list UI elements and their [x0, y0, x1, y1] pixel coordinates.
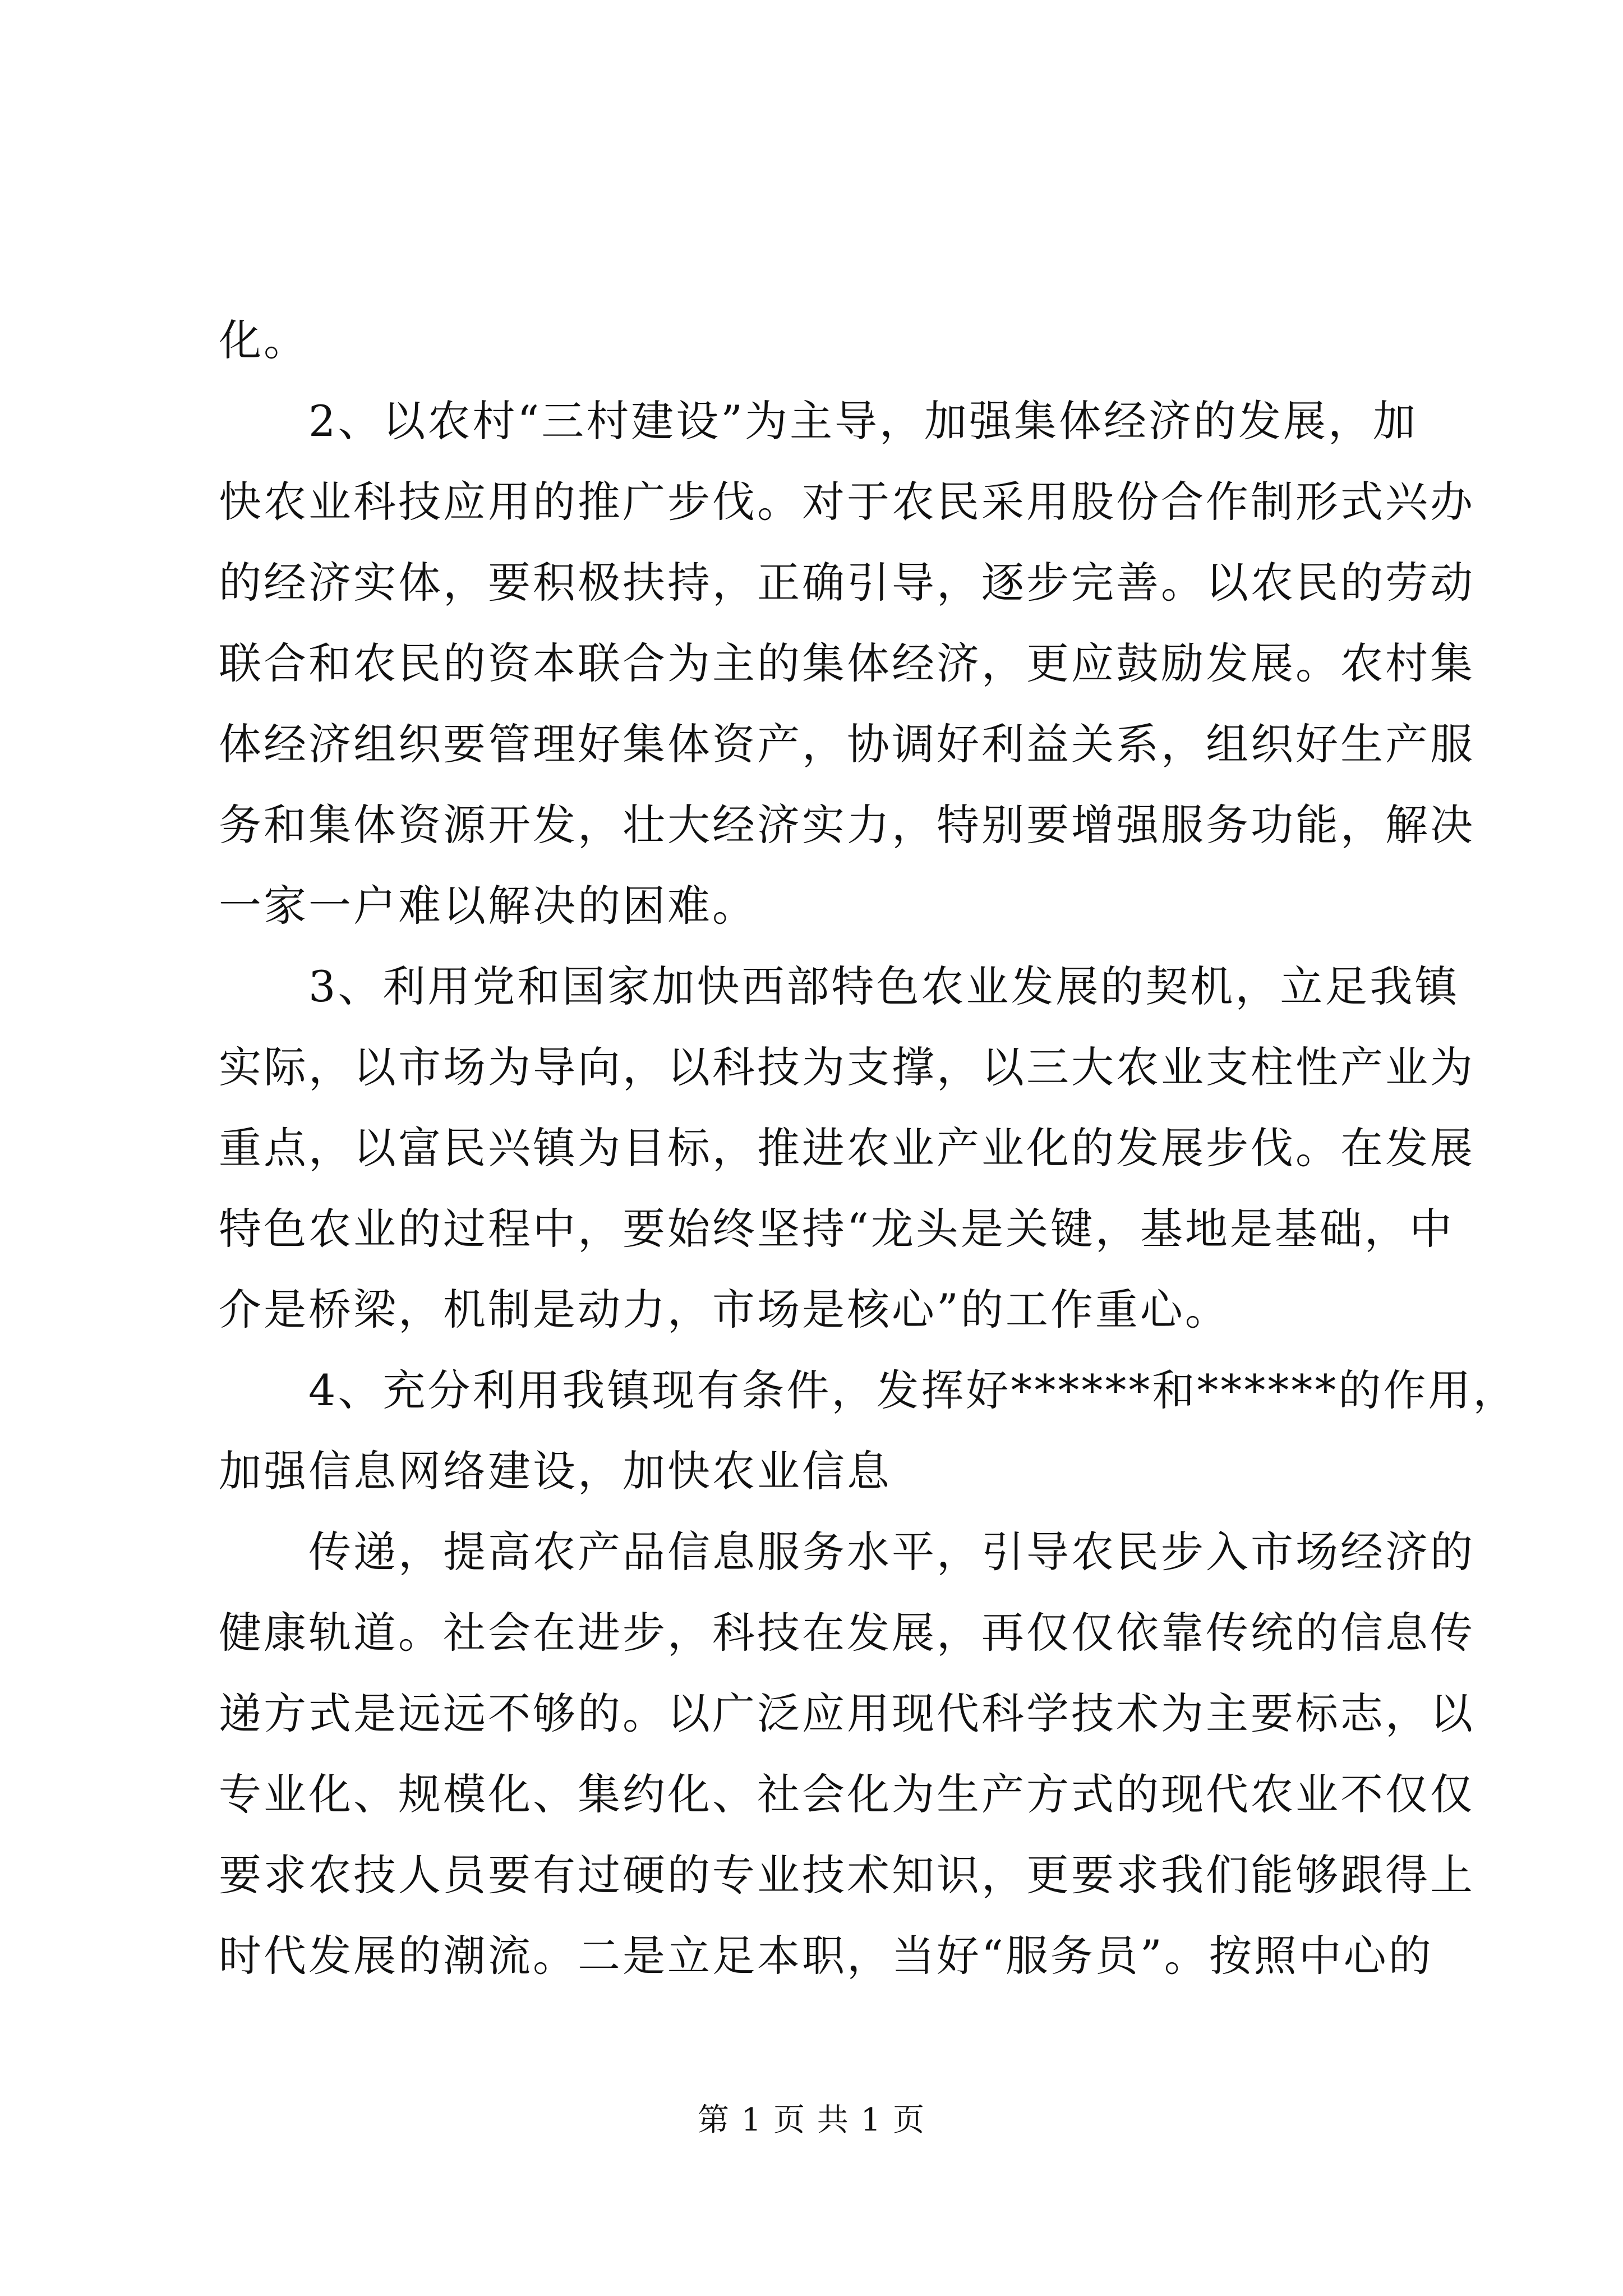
text-line: 实际，以市场为导向，以科技为支撑，以三大农业支柱性产业为	[219, 1042, 1475, 1092]
text-line: 健康轨道。社会在进步，科技在发展，再仅仅依靠传统的信息传	[219, 1608, 1475, 1658]
text-line: 务和集体资源开发，壮大经济实力，特别要增强服务功能，解决	[219, 800, 1475, 850]
text-line: 快农业科技应用的推广步伐。对于农民采用股份合作制形式兴办	[219, 477, 1475, 527]
text-line: 专业化、规模化、集约化、社会化为生产方式的现代农业不仅仅	[219, 1769, 1475, 1819]
text-line: 介是桥梁，机制是动力，市场是核心”的工作重心。	[219, 1285, 1230, 1335]
text-line: 联合和农民的资本联合为主的集体经济，更应鼓励发展。农村集	[219, 638, 1475, 688]
page-number: 第 1 页 共 1 页	[697, 2102, 926, 2138]
text-line: 要求农技人员要有过硬的专业技术知识，更要求我们能够跟得上	[219, 1850, 1475, 1900]
text-line: 加强信息网络建设，加快农业信息	[219, 1446, 892, 1496]
text-line: 特色农业的过程中，要始终坚持“龙头是关键，基地是基础，中	[219, 1204, 1454, 1254]
text-line: 重点，以富民兴镇为目标，推进农业产业化的发展步伐。在发展	[219, 1123, 1475, 1173]
text-line: 4、充分利用我镇现有条件，发挥好******和******的作用，	[308, 1365, 1518, 1415]
text-line: 的经济实体，要积极扶持，正确引导，逐步完善。以农民的劳动	[219, 558, 1475, 608]
text-line: 一家一户难以解决的困难。	[219, 881, 757, 931]
body-text	[219, 300, 1518, 1996]
page-footer	[0, 2101, 1623, 2140]
text-line: 递方式是远远不够的。以广泛应用现代科学技术为主要标志，以	[219, 1688, 1475, 1738]
text-line: 3、利用党和国家加快西部特色农业发展的契机，立足我镇	[308, 961, 1460, 1011]
text-line: 传递，提高农产品信息服务水平，引导农民步入市场经济的	[308, 1527, 1475, 1577]
text-line: 体经济组织要管理好集体资产，协调好利益关系，组织好生产服	[219, 719, 1475, 769]
text-line: 化。	[219, 315, 308, 365]
text-line: 2、以农村“三村建设”为主导，加强集体经济的发展，加	[308, 396, 1418, 446]
text-line: 时代发展的潮流。二是立足本职，当好“服务员”。按照中心的	[219, 1931, 1433, 1981]
